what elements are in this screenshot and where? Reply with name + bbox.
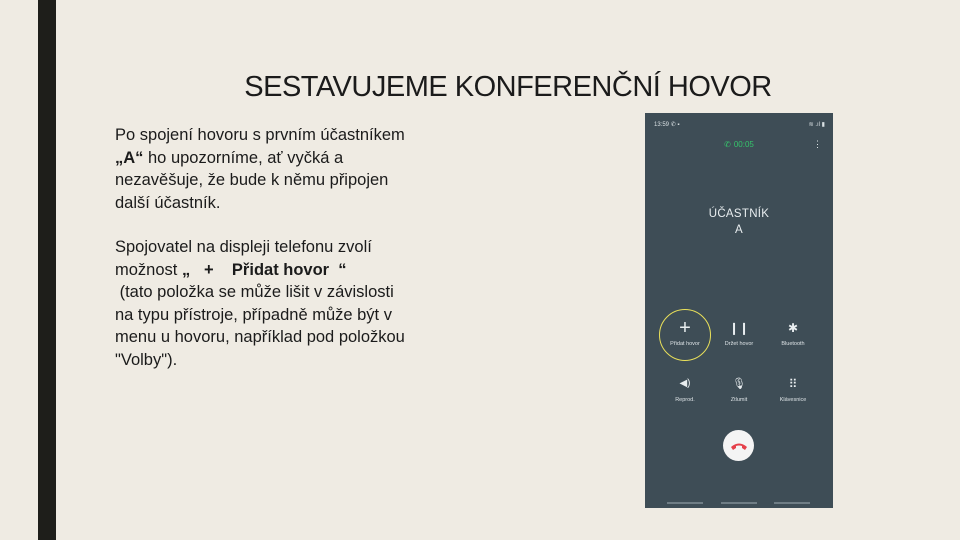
participant-a-label: „A“: [115, 148, 144, 167]
paragraph-2-line-6: "Volby").: [115, 350, 178, 369]
hold-call-button[interactable]: [714, 319, 764, 347]
add-call-label: Přidat hovor: [670, 341, 700, 347]
mute-button[interactable]: [714, 375, 764, 403]
signal-battery-icon: ≋ .ıl ▮: [808, 122, 825, 128]
end-call-button[interactable]: [723, 430, 754, 461]
hold-call-label: Držet hovor: [724, 341, 754, 347]
status-bar: [654, 121, 825, 128]
paragraph-1-line-2-text: ho upozorníme, ať vyčká a: [143, 148, 344, 167]
phone-screenshot: [645, 113, 833, 508]
left-accent-bar: [38, 0, 56, 540]
speaker-label: Reprod.: [675, 397, 695, 403]
bluetooth-button[interactable]: [768, 319, 818, 347]
call-timer-value: 00:05: [733, 140, 754, 149]
caller-name-line-2: A: [735, 224, 743, 236]
paragraph-1-line-1: Po spojení hovoru s prvním účastníkem: [115, 126, 405, 144]
call-timer: [645, 140, 833, 149]
add-call-option-label: „ + Přidat hovor “: [181, 260, 347, 279]
phone-icon: ✆: [724, 140, 731, 149]
paragraph-1-line-3: nezavěšuje, že bude k němu připojen: [115, 171, 389, 189]
paragraph-2-line-1: Spojovatel na displeji telefonu zvolí: [115, 238, 372, 256]
paragraph-2-line-2-text: možnost: [115, 260, 182, 279]
nav-bar-left: [667, 502, 703, 504]
bluetooth-label: Bluetooth: [781, 341, 805, 347]
keypad-icon: ⠿: [788, 377, 798, 391]
nav-bar-center: [721, 502, 757, 504]
end-call-icon: [730, 441, 748, 451]
pause-icon: ❙❙: [728, 321, 750, 335]
keypad-button[interactable]: [768, 375, 818, 403]
paragraph-1-line-4: další účastník.: [115, 193, 221, 212]
call-status-icon: ✆ ▪: [670, 122, 680, 128]
paragraph-2-line-3: (tato položka se může lišit v závislosti: [115, 283, 394, 301]
keypad-label: Klávesnice: [779, 397, 807, 403]
slide-body: [115, 124, 460, 371]
paragraph-2-line-2: [115, 259, 460, 282]
plus-icon: +: [679, 317, 691, 339]
paragraph-2-line-4: na typu přístroje, případně může být v: [115, 305, 392, 324]
mute-label: Ztlumit: [730, 397, 748, 403]
status-time: 13:59: [654, 122, 670, 128]
caller-name-line-1: ÚČASTNÍK: [708, 208, 770, 220]
more-options-icon[interactable]: ⋮: [813, 139, 822, 149]
microphone-off-icon: 🎙: [732, 378, 746, 390]
slide-title: SESTAVUJEME KONFERENČNÍ HOVOR: [244, 71, 772, 104]
paragraph-1-line-2: [115, 147, 460, 170]
add-call-button[interactable]: [660, 319, 710, 347]
paragraph-2-line-5: menu u hovoru, například pod položkou: [115, 328, 405, 346]
caller-name: [645, 206, 833, 238]
speaker-button[interactable]: [660, 375, 710, 403]
speaker-icon: ◀): [679, 378, 691, 389]
bluetooth-icon: ✱: [787, 321, 799, 335]
nav-bar-right: [774, 502, 810, 504]
